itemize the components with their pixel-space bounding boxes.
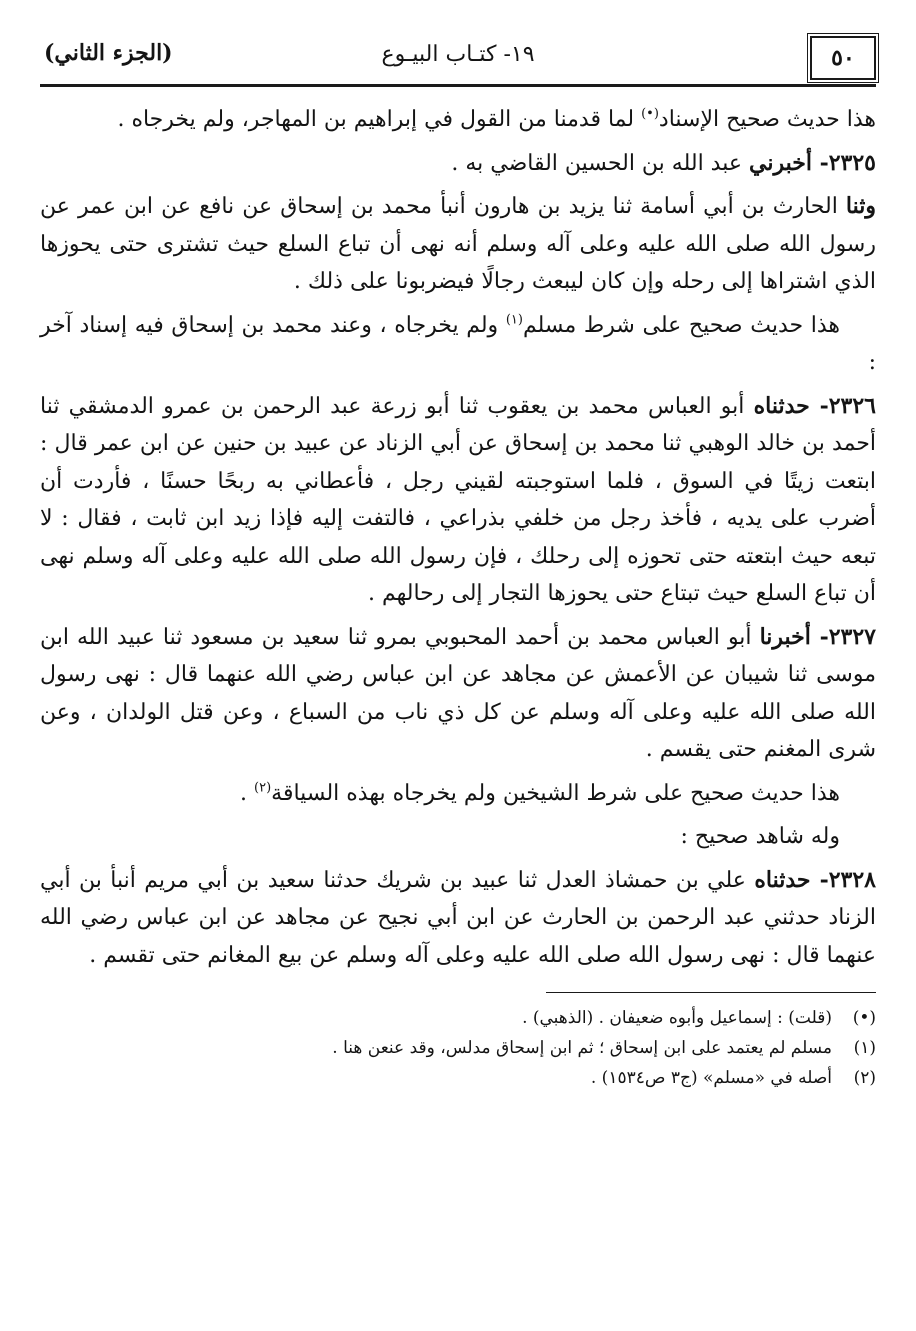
footnote-text: مسلم لم يعتمد على ابن إسحاق ؛ ثم ابن إسحاق مدلس، وقد عنعن هنا .	[332, 1038, 832, 1058]
paragraph-4	[40, 307, 876, 382]
hadith-lead-word: أخبرنا	[759, 623, 820, 650]
hadith-lead-word: حدثناه	[753, 392, 820, 419]
text-run: لما قدمنا من القول في إبراهيم بن المهاجر، ولم يخرجاه .	[117, 107, 642, 132]
hadith-2327	[40, 619, 876, 769]
hadith-number: ٢٣٢٦-	[819, 392, 876, 419]
hadith-2328	[40, 862, 876, 975]
text-run: .	[240, 780, 255, 806]
hadith-2326	[40, 388, 876, 613]
page-number: ٥٠	[810, 36, 876, 80]
text-run: علي بن حمشاذ العدل ثنا عبيد بن شريك حدثنا سعيد بن أبي مريم أنبأ بن أبي الزناد حدثني عبد الرحمن بن الحارث عن ابن أبي نجيح عن مجاهد عن ابن عباس رضي الله عنهما قال : نهى رسول الله صلى الله عليه وعلى آله وسلم عن بيع المغانم حتى تقسم .	[40, 867, 876, 968]
paragraph-1	[40, 101, 876, 139]
page-header	[40, 28, 876, 87]
footnote-ref[interactable]: (١)	[505, 312, 523, 328]
text-run: أبو العباس محمد بن أحمد المحبوبي بمرو ثنا سعيد بن مسعود ثنا عبيد الله ابن موسى ثنا شيبان عن الأعمش عن مجاهد عن ابن عباس رضي الله عنهما قال : نهى رسول الله صلى الله عليه وعلى آله وسلم عن كل ذي ناب من السباع ، وعن قتل الولدان ، وعن شرى المغنم حتى يقسم .	[40, 624, 876, 762]
paragraph-8	[40, 818, 876, 856]
footnote-text: (قلت) : إسماعيل وأبوه ضعيفان . (الذهبي) .	[522, 1008, 832, 1028]
footnote-mark: (٢)	[853, 1068, 876, 1088]
hadith-lead-word: حدثناه	[754, 866, 820, 893]
footnote-mark: (•)	[852, 1008, 876, 1028]
footnote-mark: (١)	[853, 1038, 876, 1058]
hadith-number: ٢٣٢٨-	[819, 866, 876, 893]
paragraph-7	[40, 775, 876, 813]
hadith-number: ٢٣٢٥-	[819, 149, 876, 176]
text-run: عبد الله بن الحسين القاضي به .	[451, 150, 749, 176]
chapter-title: ١٩- كتـاب البيـوع	[381, 42, 535, 67]
hadith-number: ٢٣٢٧-	[819, 623, 876, 650]
text-run: هذا حديث صحيح الإسناد	[658, 107, 876, 132]
text-run: هذا حديث صحيح على شرط مسلم	[522, 312, 840, 338]
footnotes	[40, 1003, 876, 1093]
footnote-item	[40, 1033, 876, 1063]
footnote-text: أصله في «مسلم» (ج٣ ص١٥٣٤) .	[590, 1068, 832, 1088]
text-run: أبو العباس محمد بن يعقوب ثنا أبو زرعة عبد الرحمن بن عمرو الدمشقي ثنا أحمد بن خالد الوهبي ثنا محمد بن إسحاق عن أبي الزناد عن عبيد بن حنين عن ابن عمر قال : ابتعت زيتًا في السوق ، فلما استوجبته لقيني رجل ، فأعطاني به ربحًا حسنًا ، فأردت أن أضرب على يديه ، فأخذ رجل من خلفي بذراعي ، فالتفت إليه فإذا زيد ابن ثابت ، فقال : لا تبعه حيث ابتعته حتى تحوزه إلى رحلك ، فإن رسول الله صلى الله عليه وعلى آله وسلم نهى أن تباع السلع حيث تبتاع حتى يحوزها التجار إلى رحالهم .	[40, 393, 876, 606]
main-text	[40, 101, 876, 974]
book-page	[40, 28, 876, 1308]
text-run: هذا حديث صحيح على شرط الشيخين ولم يخرجاه بهذه السياقة	[271, 780, 840, 806]
volume-label: (الجزء الثاني)	[44, 40, 173, 66]
footnote-item	[40, 1063, 876, 1093]
footnote-ref[interactable]: (٢)	[254, 780, 272, 796]
footnote-divider	[546, 992, 876, 993]
text-run: وله شاهد صحيح :	[680, 824, 840, 849]
text-run: الحارث بن أبي أسامة ثنا يزيد بن هارون أنبأ محمد بن إسحاق عن نافع عن ابن عمر عن رسول الله صلى الله عليه وعلى آله وسلم أنه نهى أن تباع السلع حيث تشترى حتى يحوزها الذي اشتراها إلى رحله وإن كان ليبعث رجالًا فيضربونا على ذلك .	[40, 194, 876, 294]
hadith-lead-word: أخبرني	[748, 149, 820, 176]
text-run: ولم يخرجاه ، وعند محمد بن إسحاق فيه إسناد آخر :	[40, 312, 876, 375]
hadith-2325	[40, 145, 876, 183]
footnote-ref[interactable]: (•)	[641, 106, 659, 122]
lead-word: وثنا	[845, 193, 876, 219]
footnote-item	[40, 1003, 876, 1033]
paragraph-3	[40, 188, 876, 301]
